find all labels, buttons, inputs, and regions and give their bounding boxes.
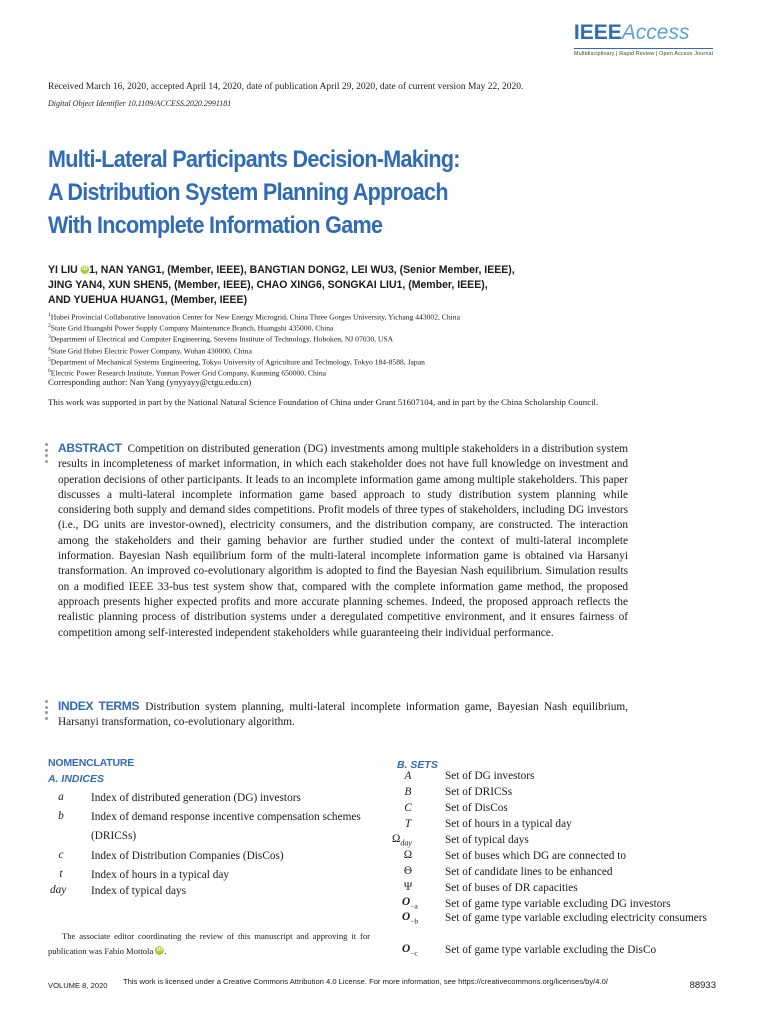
index-description: Index of demand response incentive compensation schemes (DRICSs) — [91, 811, 361, 842]
section-marker-icon — [45, 700, 49, 722]
affiliation-item: $^2$State Grid Huangshi Power Supply Company Maintenance Branch, Huangshi 435000, China — [48, 323, 334, 333]
paper-title — [48, 143, 648, 242]
set-description: Set of hours in a typical day — [445, 818, 572, 830]
index-terms — [58, 699, 628, 731]
editor-footnote: The associate editor coordinating the review of this manuscript and approving it for publication was Fabio Mottola iD . — [48, 931, 370, 956]
set-description: Set of typical days — [445, 834, 529, 846]
set-description: Set of DisCos — [445, 802, 508, 814]
indices-heading: A. INDICES — [48, 773, 105, 785]
affiliations — [48, 311, 688, 378]
set-description: Set of candidate lines to be enhanced — [445, 866, 613, 878]
index-description: Index of hours in a typical day — [91, 869, 230, 881]
corresponding-author: Corresponding author: Nan Yang (ynyyayy@ctgu.edu.cn) — [48, 377, 252, 387]
section-marker-icon — [45, 443, 49, 465]
set-symbol: A — [404, 770, 412, 782]
affiliation-item: $^1$Hubei Provincial Collaborative Innovation Center for New Energy Microgrid, China Three Gorges University, Yichang 443002, China — [48, 312, 460, 322]
set-symbol: $O_{-b}$ — [402, 911, 419, 926]
index-terms-label: INDEX TERMS — [58, 699, 140, 713]
set-symbol: $O_{-c}$ — [402, 943, 418, 958]
abstract — [58, 441, 628, 641]
funding-note: This work was supported in part by the National Natural Science Foundation of China under Grant 51607104, and in part by the China Scholarship Council. — [48, 397, 599, 407]
footer-volume: VOLUME 8, 2020 — [48, 981, 108, 990]
set-symbol: Ω — [403, 849, 413, 861]
received-dates: Received March 16, 2020, accepted April 14, 2020, date of publication April 29, 2020, date of current version May 22, 2020. — [48, 82, 524, 92]
logo-access: Access — [621, 21, 690, 44]
set-symbol: $\Omega_{day}$ — [392, 833, 412, 848]
affiliation-item: $^6$Electric Power Research Institute, Yunnan Power Grid Company, Kunming 650000, China — [48, 368, 327, 378]
logo-tagline: Multidisciplinary | Rapid Review | Open Access Journal — [574, 48, 713, 57]
index-description: Index of distributed generation (DG) investors — [91, 792, 301, 804]
footer-page-number: 88933 — [689, 980, 716, 991]
title-line-2: A Distribution System Planning Approach — [48, 179, 448, 206]
title-line-1: Multi-Lateral Participants Decision-Making: — [48, 146, 460, 173]
index-terms-text: Distribution system planning, multi-lateral incomplete information game, Bayesian Nash equilibrium, Harsanyi transformation, co-evolutionary algorithm. — [58, 701, 628, 729]
orcid-icon[interactable]: iD — [156, 947, 163, 953]
set-description: Set of game type variable excluding the DisCo — [445, 944, 657, 956]
set-symbol: T — [404, 818, 412, 830]
abstract-label: ABSTRACT — [58, 441, 122, 455]
author-list — [48, 263, 688, 308]
affiliation-item: $^3$Department of Electrical and Computer Engineering, Stevens Institute of Technology, Hoboken, NJ 07030, USA — [48, 334, 394, 344]
affiliation-item: $^4$State Grid Hubei Electric Power Company, Wuhan 430000, China — [48, 345, 252, 356]
set-symbol: B — [404, 786, 412, 798]
nomenclature-heading: NOMENCLATURE — [48, 757, 135, 769]
set-symbol: Θ — [403, 865, 413, 877]
set-description: Set of DRICSs — [445, 786, 513, 798]
author-line-2: JING YAN4, XUN SHEN5, (Member, IEEE), CHAO XING6, SONGKAI LIU1, (Member, IEEE), — [48, 279, 488, 291]
index-symbol: t — [59, 868, 63, 880]
set-symbol: Ψ — [403, 881, 413, 893]
title-line-3: With Incomplete Information Game — [48, 212, 383, 239]
index-symbol: c — [58, 849, 64, 861]
logo-ieee: IEEE — [573, 21, 622, 44]
set-description: Set of buses which DG are connected to — [445, 850, 627, 862]
set-symbol: $O_{-a}$ — [402, 896, 418, 911]
index-description: Index of Distribution Companies (DisCos) — [91, 850, 284, 862]
author-line-1: 1, NAN YANG1, (Member, IEEE), BANGTIAN DONG2, LEI WU3, (Senior Member, IEEE), — [89, 264, 515, 276]
set-description: Set of game type variable excluding DG investors — [445, 898, 671, 910]
index-symbol: b — [58, 810, 64, 822]
author-line-3: AND YUEHUA HUANG1, (Member, IEEE) — [48, 294, 248, 306]
doi-line: Digital Object Identifier 10.1109/ACCESS.2020.2991181 — [48, 99, 232, 108]
index-symbol: a — [58, 791, 64, 803]
footer-license: This work is licensed under a Creative Commons Attribution 4.0 License. For more information, see https://creativecommons.org/licenses/by/4.0/ — [123, 977, 608, 986]
journal-logo — [574, 22, 713, 57]
set-symbol: C — [404, 802, 412, 814]
orcid-icon[interactable]: iD — [82, 266, 88, 272]
set-description: Set of buses of DR capacities — [445, 882, 578, 894]
abstract-text: Competition on distributed generation (DG) investments among multiple stakeholders in a distribution system results in incompleteness of market information, in which each stakeholder does not have full knowledge on investment and operation decisions of other participants. It leads to an incomplete information game among multiple stakeholders. This paper discusses a multi-lateral incomplete information game based approach to study distribution system planning while considering both supply and demand sides competitions. Profit models of three types of stakeholders, including DG investors (i.e., DG units are investor-owned), electricity consumers, and the distribution company, are constructed. The interaction among the stakeholders and their gaming behavior are further studied under the context of multi-lateral incomplete information. Bayesian Nash equilibrium form of the multi-lateral incomplete information game is obtained via Harsanyi transformation. An improved co-evolutionary algorithm is adopted to find the Bayesian Nash equilibrium. Simulation results on a modified IEEE 33-bus test system show that, compared with the complete information game method, the proposed approach presents higher expected profits and more accurate planning schemes. Indeed, the proposed approach reflects the realistic planning process of distribution systems under a deregulated competitive environment, and it ensures fairness of competition among self-interested independent stakeholders while guaranteeing their individual performance. — [58, 443, 628, 639]
set-description: Set of DG investors — [445, 770, 535, 782]
affiliation-item: $^5$Department of Mechanical Systems Engineering, Tokyo University of Agriculture and Technology, Tokyo 184-8588, Japan — [48, 356, 425, 367]
index-symbol: day — [50, 884, 67, 896]
sets-heading: B. SETS — [397, 759, 438, 771]
author-first: YI LIU — [48, 264, 78, 276]
index-description: Index of typical days — [91, 885, 187, 897]
set-description: Set of game type variable excluding electricity consumers — [445, 912, 707, 924]
